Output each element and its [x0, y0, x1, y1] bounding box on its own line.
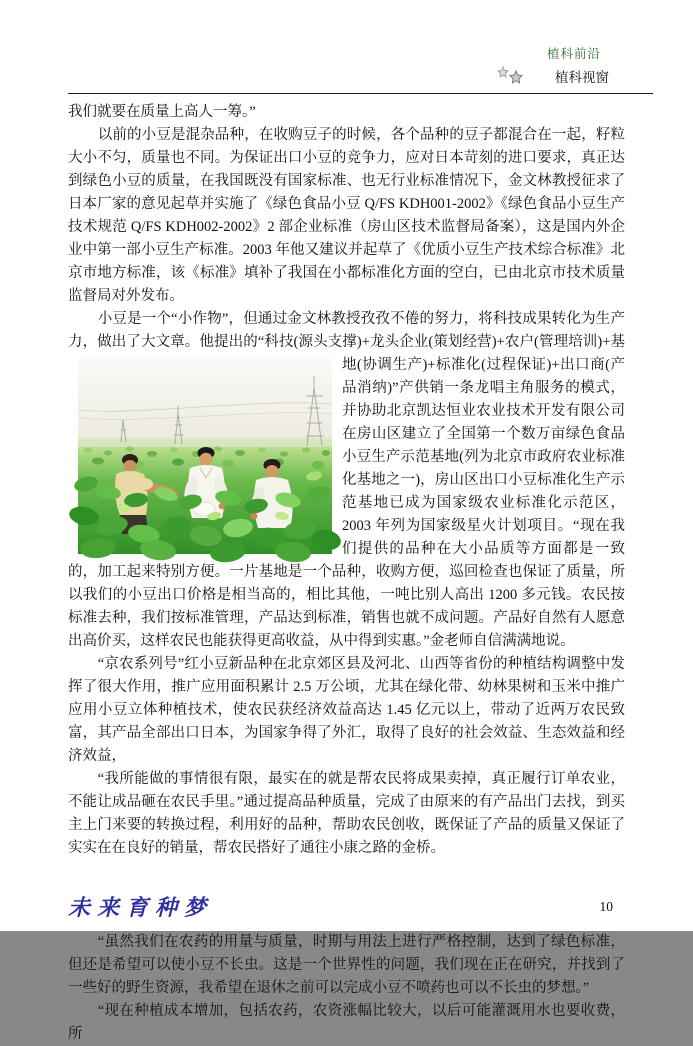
paragraph-model-after-photo: 地(协调生产)+标准化(过程保证)+出口商(产品消纳)”产供销一条龙唱主角服务的模式，并协助北京凯达恒业农业技术开发有限公司在房山区建立了全国第一个数万亩绿色食品小豆生产示范基地(列为北京市政府农业标准化基地之一)，房山区出口小豆标准化生产示范基地已成为国家级农业标准化示范区，2003 年列为国家级星火计划项目。“现在我们提供的品种在大小品质等方面都是一致的，加工起来特别方便。一片基地是一个品种，收购方便，巡回检查也保证了质量，所以我们的小豆出口价格是相当高的，相比其他，一吨比别人高出 1200 多元钱。农民按标准去种，我们按标准管理，产品达到标准，销售也就不成问题。产品好自然有人愿意出高价买，这样农民也能获得更高收益，从中得到实惠。”金老师自信满满地说。 [68, 357, 625, 649]
paragraph-model-before-photo: 小豆是一个“小作物”，但通过金文林教授孜孜不倦的努力，将科技成果转化为生产力，做出了大文章。他提出的“科技(源头支撑)+龙头企业(策划经营)+农户(管理培训)+基 [68, 311, 625, 350]
section-heading-future-breeding-dream: 未来育种梦 [68, 895, 214, 920]
paragraph-model [68, 308, 625, 653]
article-body [68, 101, 625, 1046]
header-title-top: 植科前沿 [546, 47, 601, 61]
paragraph-continuation: 我们就要在质量上高人一筹。” [68, 104, 256, 120]
bean-field-photo [78, 358, 332, 554]
header-rule [68, 93, 653, 94]
page-header [68, 44, 625, 94]
paragraph-cost: “现在种植成本增加，包括农药，农资涨幅比较大，以后可能灌溉用水也要收费，所 [68, 1003, 625, 1042]
paragraph-helping-farmers: “我所能做的事情很有限，最实在的就是帮农民将成果卖掉，真正履行订单农业，不能让成品砸在农民手里。”通过提高品种质量，完成了由原来的有产品出门去找，到买主上门来要的转换过程，利用好的品种，帮助农民创收，既保证了产品的质量又保证了实实在在良好的销量，帮农民搭好了通往小康之路的金桥。 [68, 771, 625, 856]
page-number: 10 [599, 899, 613, 914]
paragraph-standards: 以前的小豆是混杂品种，在收购豆子的时候，各个品种的豆子都混合在一起，籽粒大小不匀，质量也不同。为保证出口小豆的竞争力，应对日本苛刻的进口要求，真正达到绿色小豆的质量，在我国既没有国家标准、也无行业标准情况下，金文林教授征求了日本厂家的意见起草并实施了《绿色食品小豆 Q/FS KDH001-2002》《绿色食品小豆生产技术规范 Q/FS KDH002-2002》2 部企业标准（房山区技术监督局备案），这是国内外企业中第一部小豆生产标准。2003 年他又建议并起草了《优质小豆生产技术综合标准》北京市地方标准，该《标准》填补了我国在小都标准化方面的空白，已由北京市技术质量监督局对外发布。 [68, 127, 625, 304]
star-icon [495, 65, 529, 88]
header-title-bottom: 植科视窗 [555, 70, 609, 85]
paragraph-pesticide-dream: “虽然我们在农药的用量与质量，时期与用法上进行严格控制，达到了绿色标准，但还是希望可以使小豆不长虫。这是一个世界性的问题，我们现在正在研究，并找到了一些好的野生资源，我希望在退休之前可以完成小豆不喷药也可以不长虫的梦想。” [68, 934, 625, 996]
paragraph-varieties: “京农系列号”红小豆新品种在北京郊区县及河北、山西等省份的种植结构调整中发挥了很大作用，推广应用面积累计 2.5 万公顷，尤其在绿化带、幼林果树和玉米中推广应用小豆立体种植技术，使农民获经济效益高达 1.45 亿元以上，带动了近两万农民致富，其产品全部出口日本，为国家争得了外汇，取得了良好的社会效益、生态效益和经济效益， [68, 656, 625, 764]
